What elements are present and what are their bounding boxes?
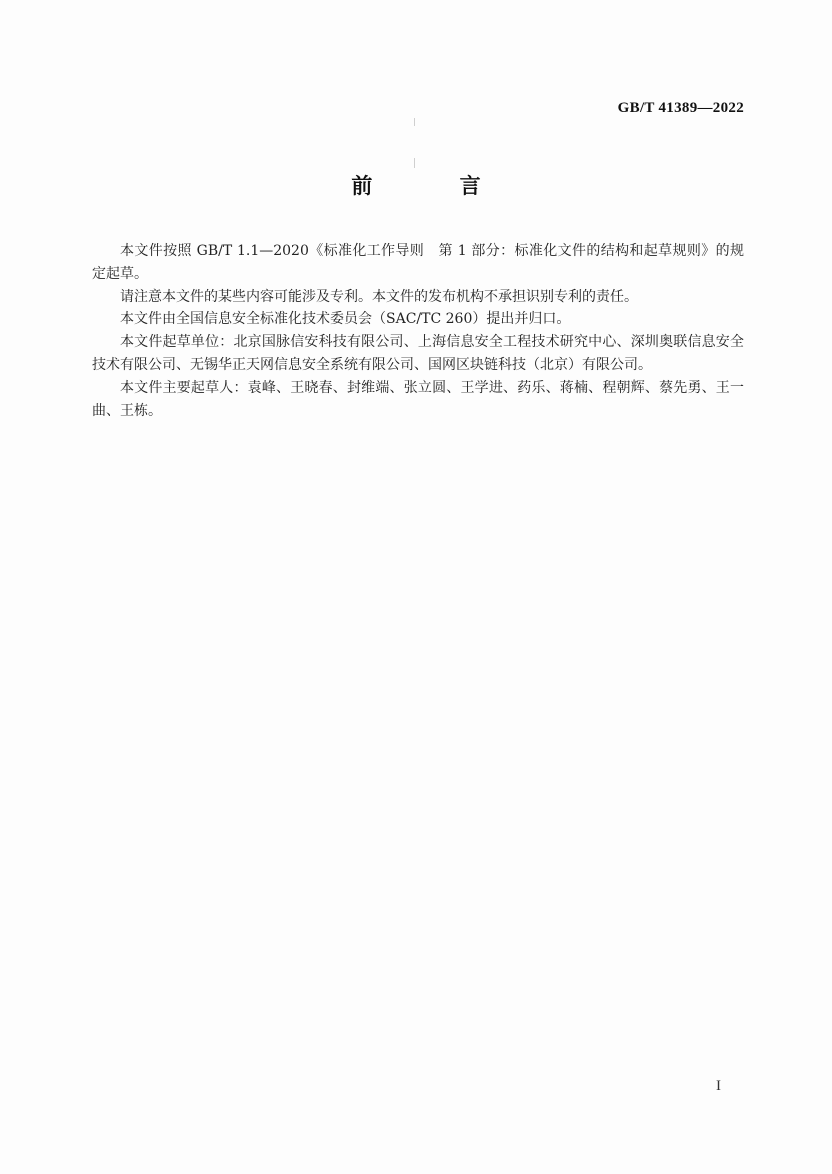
page-number: I bbox=[716, 1078, 721, 1094]
foreword-body bbox=[92, 240, 744, 422]
page-title: 前 言 bbox=[351, 174, 521, 198]
standard-number: GB/T 41389—2022 bbox=[617, 100, 744, 116]
scan-mark bbox=[414, 118, 415, 126]
scan-mark bbox=[414, 158, 415, 168]
paragraph-drafting-rules: 本文件按照 GB/T 1.1—2020《标准化工作导则 第 1 部分：标准化文件的结构和起草规则》的规定起草。 bbox=[92, 243, 744, 282]
paragraph-proposer: 本文件由全国信息安全标准化技术委员会（SAC/TC 260）提出并归口。 bbox=[120, 311, 571, 328]
paragraph-drafters: 本文件主要起草人：袁峰、王晓春、封维端、张立圆、王学进、药乐、蒋楠、程朝辉、蔡先勇、王一曲、王栋。 bbox=[92, 379, 744, 419]
paragraph-patent-notice: 请注意本文件的某些内容可能涉及专利。本文件的发布机构不承担识别专利的责任。 bbox=[120, 288, 638, 305]
paragraph-drafting-units: 本文件起草单位：北京国脉信安科技有限公司、上海信息安全工程技术研究中心、深圳奥联信息安全技术有限公司、无锡华正天网信息安全系统有限公司、国网区块链科技（北京）有限公司。 bbox=[92, 334, 744, 373]
